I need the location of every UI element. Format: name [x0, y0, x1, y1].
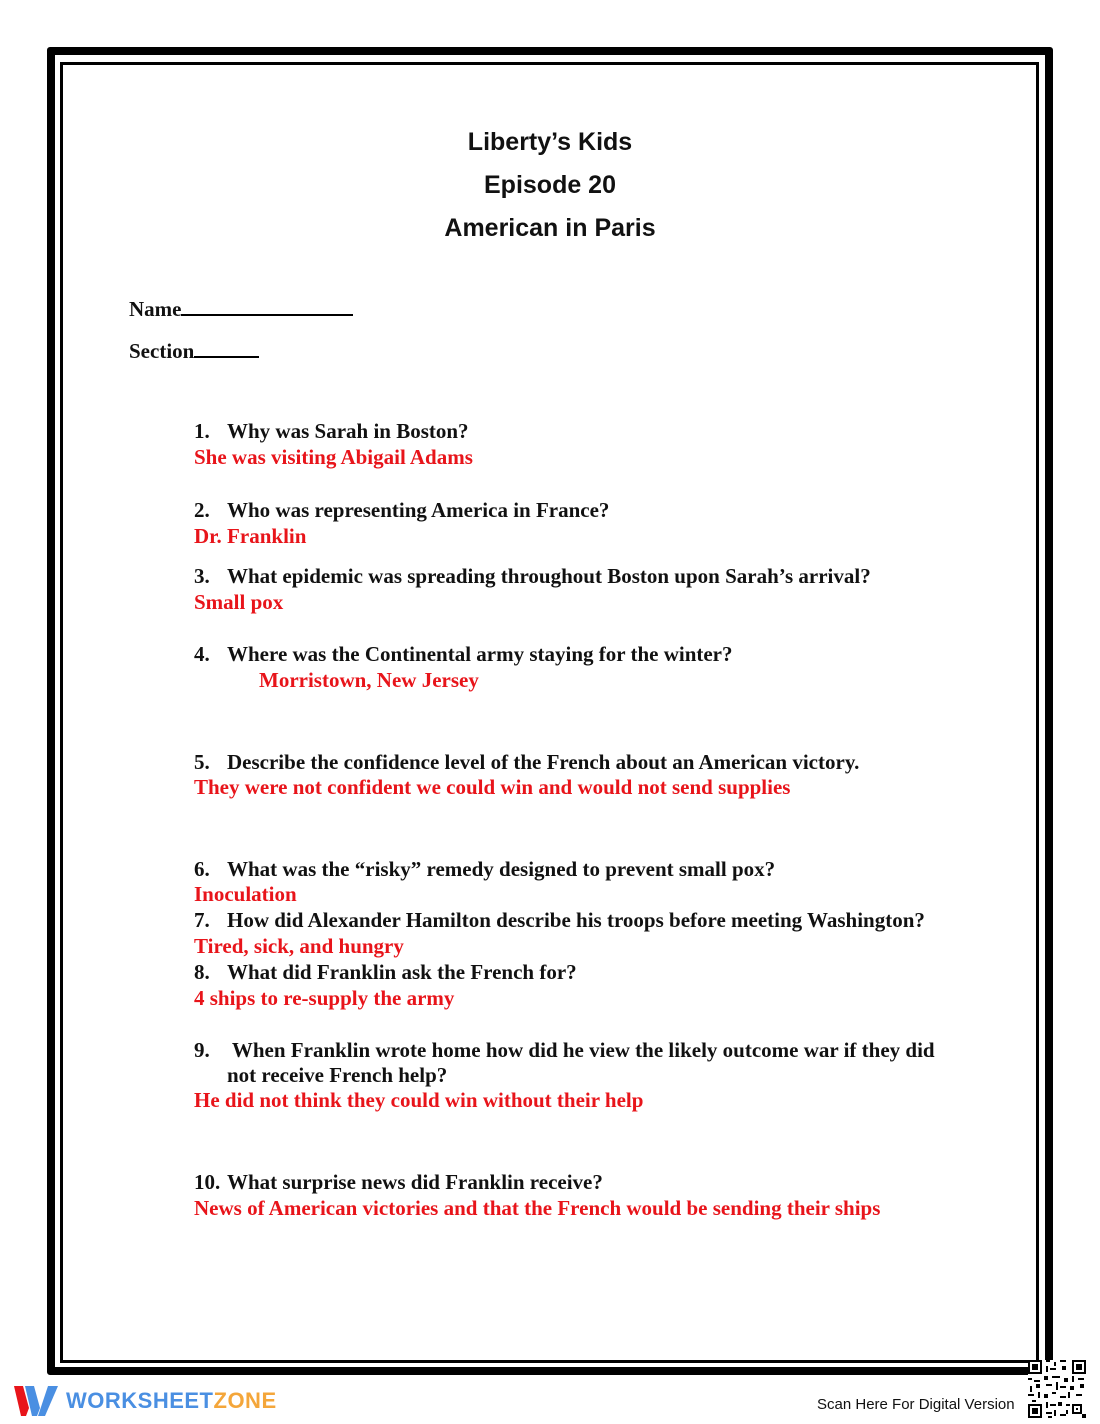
question-9	[194, 1038, 935, 1063]
section-blank-line[interactable]	[194, 338, 259, 358]
question-6	[194, 857, 775, 882]
answer-8: 4 ships to re-supply the army	[194, 986, 455, 1010]
question-text: Why was Sarah in Boston?	[227, 419, 469, 443]
answer-6: Inoculation	[194, 882, 297, 906]
question-text: Who was representing America in France?	[227, 498, 610, 522]
worksheetzone-logo[interactable]	[14, 1384, 277, 1418]
question-number: 6.	[194, 857, 210, 881]
section-field[interactable]	[129, 338, 259, 364]
answer-2: Dr. Franklin	[194, 524, 307, 548]
answer-9: He did not think they could win without their help	[194, 1088, 644, 1112]
worksheetzone-w-icon	[14, 1384, 60, 1418]
answer-3: Small pox	[194, 590, 284, 614]
question-text: What epidemic was spreading throughout Boston upon Sarah’s arrival?	[227, 564, 871, 588]
question-text: How did Alexander Hamilton describe his troops before meeting Washington?	[227, 908, 925, 932]
question-10	[194, 1170, 603, 1195]
question-text: When Franklin wrote home how did he view the likely outcome war if they did	[227, 1038, 935, 1062]
question-number: 5.	[194, 750, 210, 774]
section-label: Section	[129, 339, 195, 363]
question-number: 3.	[194, 564, 210, 588]
episode-title: American in Paris	[444, 214, 656, 242]
question-5	[194, 750, 859, 775]
question-number: 7.	[194, 908, 210, 932]
question-text: What did Franklin ask the French for?	[227, 960, 577, 984]
question-number: 2.	[194, 498, 210, 522]
answer-5: They were not confident we could win and would not send supplies	[194, 775, 791, 799]
question-number: 9.	[194, 1038, 210, 1062]
worksheet-title: Liberty’s Kids	[467, 128, 633, 156]
answer-4: Morristown, New Jersey	[259, 668, 479, 692]
qr-code-icon[interactable]	[1028, 1360, 1086, 1418]
question-1	[194, 419, 469, 444]
name-field[interactable]	[129, 296, 353, 322]
question-text: What surprise news did Franklin receive?	[227, 1170, 603, 1194]
answer-1: She was visiting Abigail Adams	[194, 445, 473, 469]
name-blank-line[interactable]	[181, 296, 353, 316]
question-2	[194, 498, 609, 523]
question-number: 8.	[194, 960, 210, 984]
question-4	[194, 642, 733, 667]
answer-10: News of American victories and that the French would be sending their ships	[194, 1196, 881, 1220]
question-number: 10.	[194, 1170, 221, 1194]
answer-7: Tired, sick, and hungry	[194, 934, 404, 958]
name-label: Name	[129, 297, 182, 321]
scan-instruction: Scan Here For Digital Version	[817, 1396, 1015, 1413]
question-7	[194, 908, 925, 933]
question-9-continued	[194, 1063, 447, 1088]
page-border-inner	[60, 62, 1039, 1363]
question-text-continued: not receive French help?	[227, 1063, 448, 1087]
episode-number: Episode 20	[484, 171, 616, 199]
question-text: Describe the confidence level of the French about an American victory.	[227, 750, 860, 774]
question-number: 4.	[194, 642, 210, 666]
question-number: 1.	[194, 419, 210, 443]
logo-wordmark: WORKSHEETZONE	[66, 1388, 277, 1413]
question-3	[194, 564, 871, 589]
question-text: Where was the Continental army staying for the winter?	[227, 642, 733, 666]
question-8	[194, 960, 577, 985]
question-text: What was the “risky” remedy designed to prevent small pox?	[227, 857, 776, 881]
